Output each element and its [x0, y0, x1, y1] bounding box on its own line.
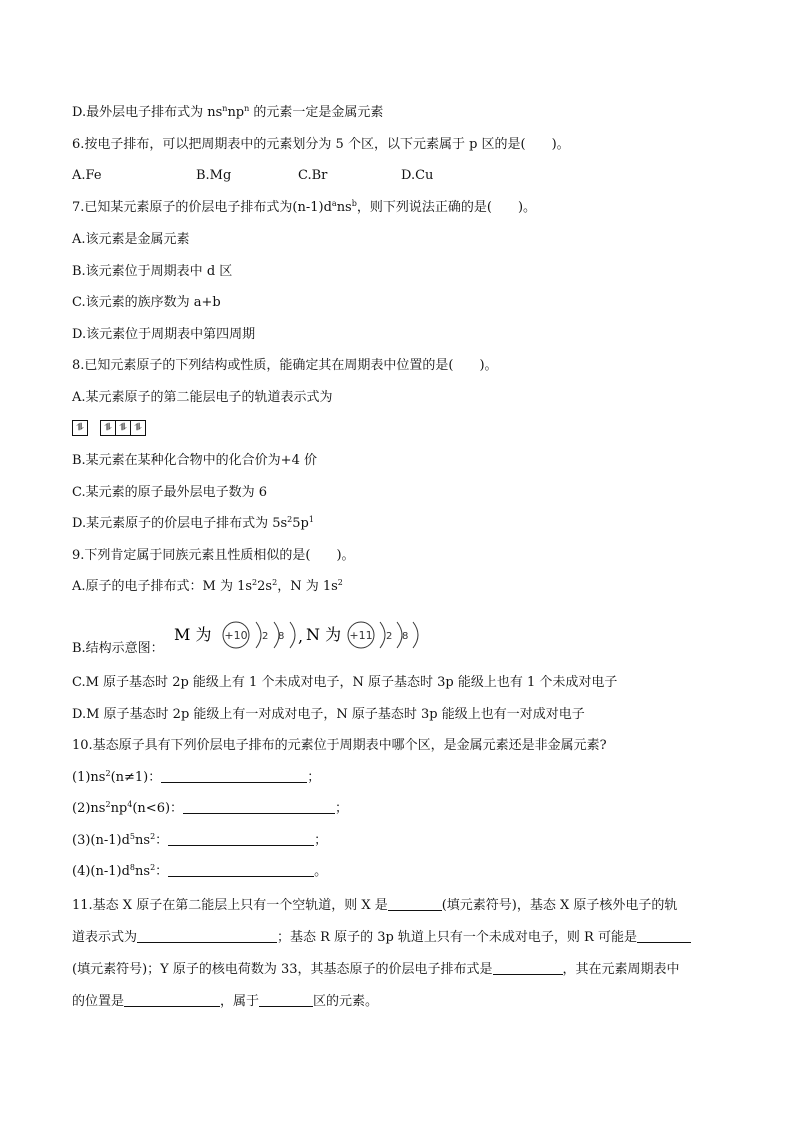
text: (n<6)： — [132, 801, 184, 816]
text: ： — [155, 864, 169, 879]
text: np — [227, 105, 245, 120]
text: D.某元素原子的价层电子排布式为 5s — [72, 516, 288, 531]
text: ，N 为 1s — [277, 579, 338, 594]
m-nucleus-charge: +10 — [224, 629, 248, 642]
text: )。 — [479, 358, 498, 373]
q7-option-a: A.该元素是金属元素 — [72, 232, 190, 247]
text: ns — [135, 864, 151, 879]
superscript: n — [244, 104, 250, 113]
question-text: 9.下列肯定属于同族元素且性质相似的是( — [72, 548, 311, 563]
n-nucleus-charge: +11 — [349, 629, 373, 642]
superscript: b — [351, 199, 357, 208]
question-7 — [72, 199, 536, 217]
question-9 — [72, 547, 355, 565]
superscript: 2 — [337, 578, 343, 587]
q8-option-d — [72, 515, 314, 533]
superscript: a — [331, 199, 337, 208]
superscript: 5 — [129, 832, 136, 841]
text: ，则下列说法正确的是( — [356, 200, 492, 215]
superscript: 2 — [272, 578, 278, 587]
text: ；基态 R 原子的 3p 轨道上只有一个未成对电子，则 R 可能是 — [277, 930, 637, 945]
m-shell-arc-1 — [256, 622, 261, 648]
text: (1)ns — [72, 770, 106, 785]
q7-option-c: C.该元素的族序数为 a+b — [72, 295, 221, 310]
n-shell-arc-3 — [413, 622, 418, 648]
text: 的位置是 — [72, 994, 125, 1009]
q5-option-d — [72, 104, 383, 122]
text: )。 — [551, 137, 570, 152]
q9-option-c: C.M 原子基态时 2p 能级上有 1 个未成对电子，N 原子基态时 3p 能级上也有 1 个未成对电子 — [72, 675, 618, 690]
question-text: 8.已知元素原子的下列结构或性质，能确定其在周期表中位置的是( — [72, 358, 454, 373]
text: 的元素一定是金属元素 — [249, 105, 384, 120]
separator: , — [298, 627, 304, 646]
text: 2s — [257, 579, 273, 594]
question-11-line-3 — [72, 961, 680, 979]
text: ； — [335, 801, 349, 816]
question-10: 10.基态原子具有下列价层电子排布的元素位于周期表中哪个区，是金属元素还是非金属元素? — [72, 738, 607, 753]
answer-blank[interactable] — [161, 769, 307, 783]
orbital-box-2s: ⥮ — [72, 420, 88, 436]
orbital-box-2p-2: ⥮ — [115, 420, 131, 436]
q6-option-c: C.Br — [298, 168, 328, 183]
m-shell-1: 2 — [262, 631, 269, 642]
q9-option-b: B.结构示意图： — [72, 641, 164, 656]
m-shell-2: 8 — [278, 631, 285, 642]
question-11-line-2 — [72, 929, 691, 947]
text: 11.基态 X 原子在第二能层上只有一个空轨道，则 X 是 — [72, 898, 388, 913]
text: A.原子的电子排布式：M 为 1s — [72, 579, 253, 594]
superscript: n — [222, 104, 228, 113]
text: 5p — [292, 516, 309, 531]
text: (填元素符号)；Y 原子的核电荷数为 33，其基态原子的价层电子排布式是 — [72, 962, 493, 977]
q10-part-2 — [72, 800, 348, 818]
text: ； — [307, 770, 321, 785]
text: 7.已知某元素原子的价层电子排布式为(n-1)d — [72, 200, 332, 215]
n-label: N 为 — [306, 625, 342, 644]
q6-option-d: D.Cu — [401, 168, 434, 183]
superscript: 2 — [105, 800, 111, 809]
superscript: 2 — [150, 863, 156, 872]
n-shell-arc-1 — [380, 622, 385, 648]
q10-part-1 — [72, 769, 320, 787]
text: (n≠1)： — [110, 770, 162, 785]
text: (2)ns — [72, 801, 106, 816]
question-6 — [72, 136, 570, 154]
q9-option-d: D.M 原子基态时 2p 能级上有一对成对电子，N 原子基态时 3p 能级上也有一对成对电子 — [72, 707, 585, 722]
q10-part-4 — [72, 863, 327, 881]
orbital-box-2p-3: ⥮ — [130, 420, 146, 436]
superscript: 2 — [105, 769, 111, 778]
superscript: 1 — [308, 515, 314, 524]
text: ，属于 — [220, 994, 260, 1009]
superscript: 2 — [252, 578, 258, 587]
atomic-structure-diagram — [170, 618, 430, 654]
answer-blank[interactable] — [259, 993, 313, 1007]
q6-option-a: A.Fe — [72, 168, 102, 183]
m-shell-arc-3 — [290, 622, 295, 648]
text: 区的元素。 — [313, 994, 379, 1009]
text: ，其在元素周期表中 — [562, 962, 680, 977]
text: )。 — [517, 200, 537, 215]
q7-option-d: D.该元素位于周期表中第四周期 — [72, 327, 256, 342]
answer-blank[interactable] — [137, 929, 277, 943]
text: (3)(n-1)d — [72, 833, 130, 848]
q8-option-a: A.某元素原子的第二能层电子的轨道表示式为 — [72, 390, 333, 405]
answer-blank[interactable] — [637, 929, 691, 943]
m-label: M 为 — [174, 625, 212, 644]
text: ns — [135, 833, 151, 848]
answer-blank[interactable] — [168, 863, 314, 877]
superscript: 2 — [287, 515, 293, 524]
answer-blank[interactable] — [388, 897, 442, 911]
question-11-line-1 — [72, 897, 677, 915]
orbital-box-2p-1: ⥮ — [100, 420, 116, 436]
answer-blank[interactable] — [168, 832, 314, 846]
q8-option-c: C.某元素的原子最外层电子数为 6 — [72, 485, 268, 500]
q8-option-b: B.某元素在某种化合物中的化合价为+4 价 — [72, 453, 317, 468]
text: np — [110, 801, 128, 816]
text: (4)(n-1)d — [72, 864, 130, 879]
text: 道表示式为 — [72, 930, 138, 945]
n-shell-2: 8 — [402, 631, 409, 642]
text: )。 — [336, 548, 355, 563]
question-text: 6.按电子排布，可以把周期表中的元素划分为 5 个区，以下元素属于 p 区的是( — [72, 137, 526, 152]
structure-svg — [170, 618, 430, 654]
n-shell-1: 2 — [386, 631, 393, 642]
text: D.最外层电子排布式为 ns — [72, 105, 223, 120]
question-11-line-4 — [72, 993, 378, 1011]
text: (填元素符号)，基态 X 原子核外电子的轨 — [441, 898, 678, 913]
superscript: 8 — [129, 863, 136, 872]
q10-part-3 — [72, 832, 327, 850]
text: ； — [314, 833, 328, 848]
q6-option-b: B.Mg — [196, 168, 232, 183]
text: ns — [336, 200, 352, 215]
text: 。 — [314, 864, 328, 879]
answer-blank[interactable] — [124, 993, 220, 1007]
superscript: 4 — [127, 800, 133, 809]
superscript: 2 — [150, 832, 156, 841]
q7-option-b: B.该元素位于周期表中 d 区 — [72, 264, 233, 279]
q9-option-a — [72, 578, 343, 596]
answer-blank[interactable] — [493, 961, 563, 975]
answer-blank[interactable] — [183, 800, 335, 814]
text: ： — [155, 833, 169, 848]
question-8 — [72, 357, 498, 375]
